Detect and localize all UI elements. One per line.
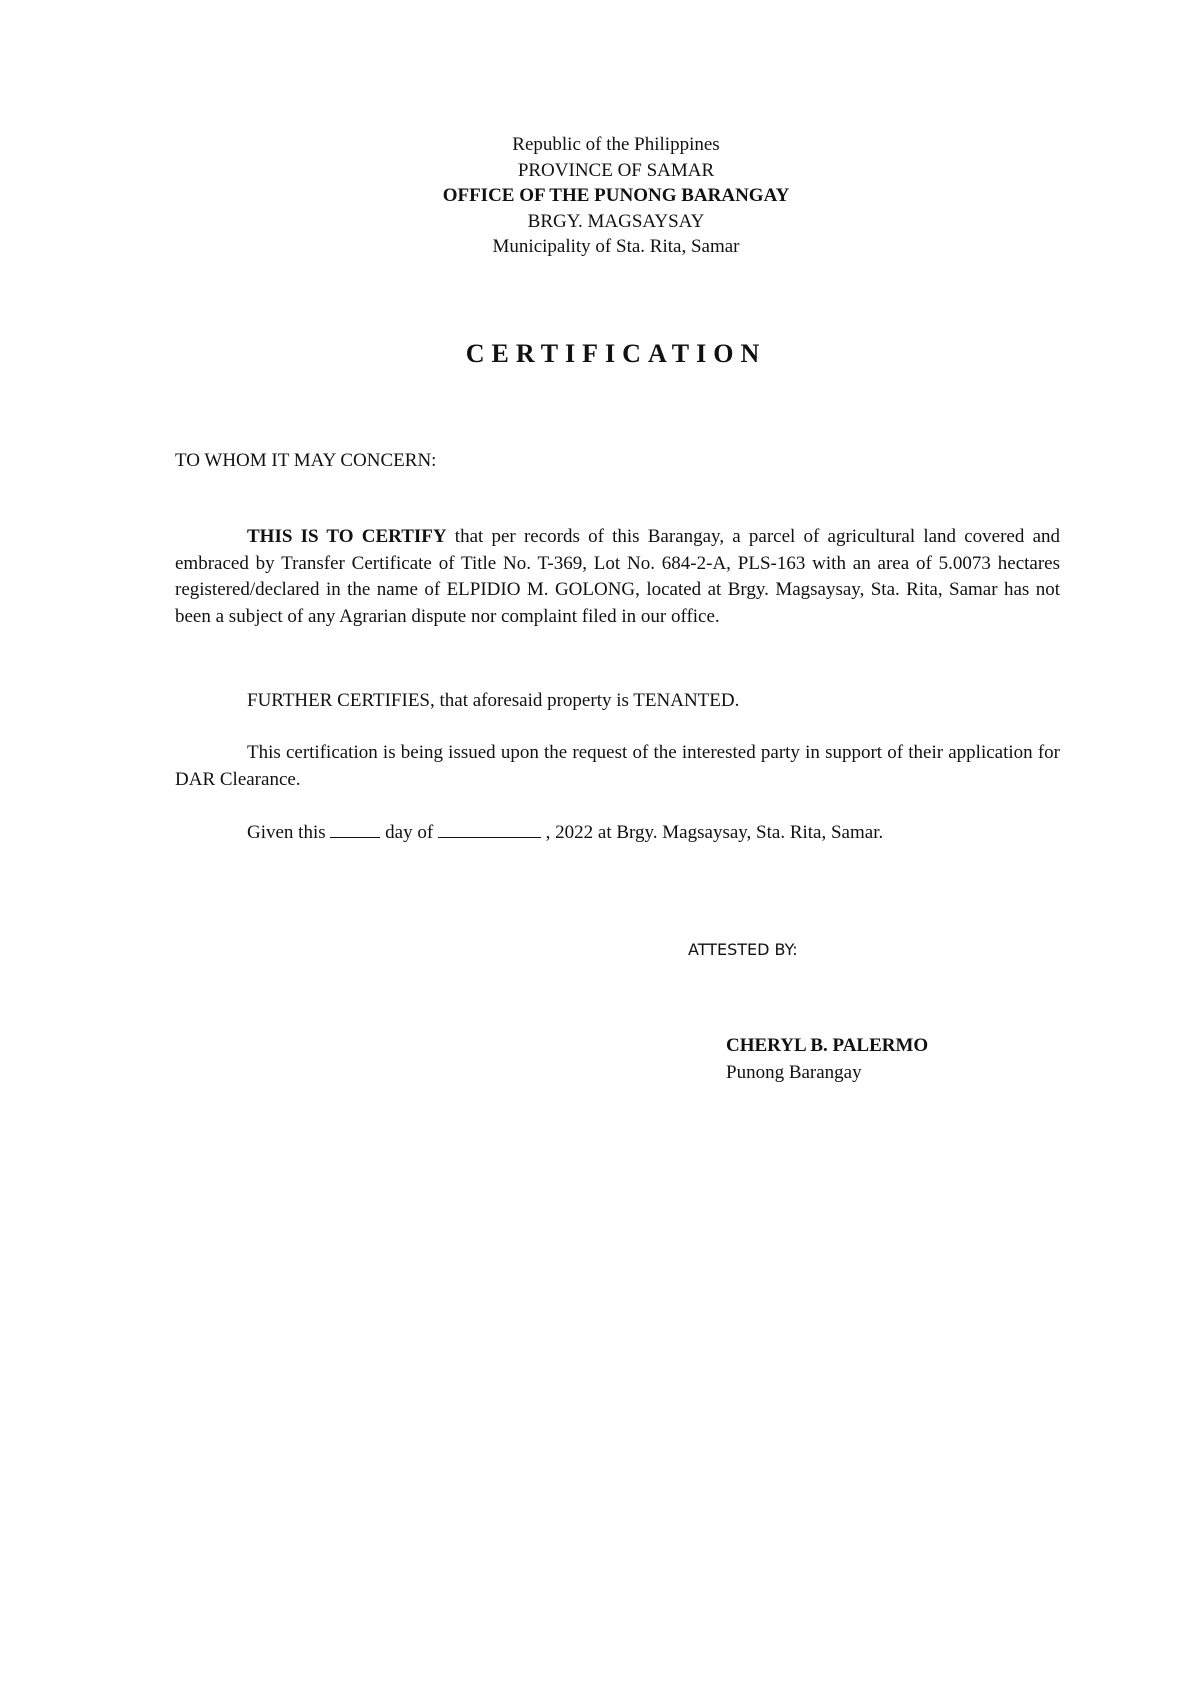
document-title: CERTIFICATION xyxy=(465,339,767,368)
certify-text: that per records of this Barangay, a parcel of agricultural land covered and embraced by Transfer Certificate of Title No. T-369, Lot No. 684-2-A, PLS-163 with an area of 5.0073 hectares registered/declared in the name of ELPIDIO M. GOLONG, located at Brgy. Magsaysay, Sta. Rita, Samar has not been a subject of any Agrarian dispute nor complaint filed in our office. xyxy=(175,526,1060,627)
header-office: OFFICE OF THE PUNONG BARANGAY xyxy=(442,185,790,206)
header-province: PROVINCE OF SAMAR xyxy=(517,159,715,181)
day-blank-line xyxy=(330,823,380,838)
letterhead xyxy=(0,132,1200,260)
signatory-block xyxy=(726,1032,928,1086)
paragraph-further-certifies: FURTHER CERTIFIES, that aforesaid property is TENANTED. xyxy=(247,690,740,711)
signatory-position: Punong Barangay xyxy=(726,1062,862,1083)
signatory-name: CHERYL B. PALERMO xyxy=(726,1035,929,1056)
given-part2: day of xyxy=(380,822,438,843)
given-part1: Given this xyxy=(247,822,331,843)
paragraph-certify xyxy=(175,524,1060,630)
header-barangay: BRGY. MAGSAYSAY xyxy=(527,210,705,232)
month-blank-line xyxy=(438,823,541,838)
given-part3: , 2022 at Brgy. Magsaysay, Sta. Rita, Samar. xyxy=(540,822,884,843)
header-municipality: Municipality of Sta. Rita, Samar xyxy=(492,236,740,257)
paragraph-request: This certification is being issued upon the request of the interested party in support of their application for DAR Clearance. xyxy=(175,742,1060,790)
header-republic: Republic of the Philippines xyxy=(512,134,720,155)
salutation: TO WHOM IT MAY CONCERN: xyxy=(175,450,437,471)
attested-label: ATTESTED BY: xyxy=(688,940,798,959)
certify-lead: THIS IS TO CERTIFY xyxy=(247,526,447,547)
paragraph-given xyxy=(175,820,1060,847)
